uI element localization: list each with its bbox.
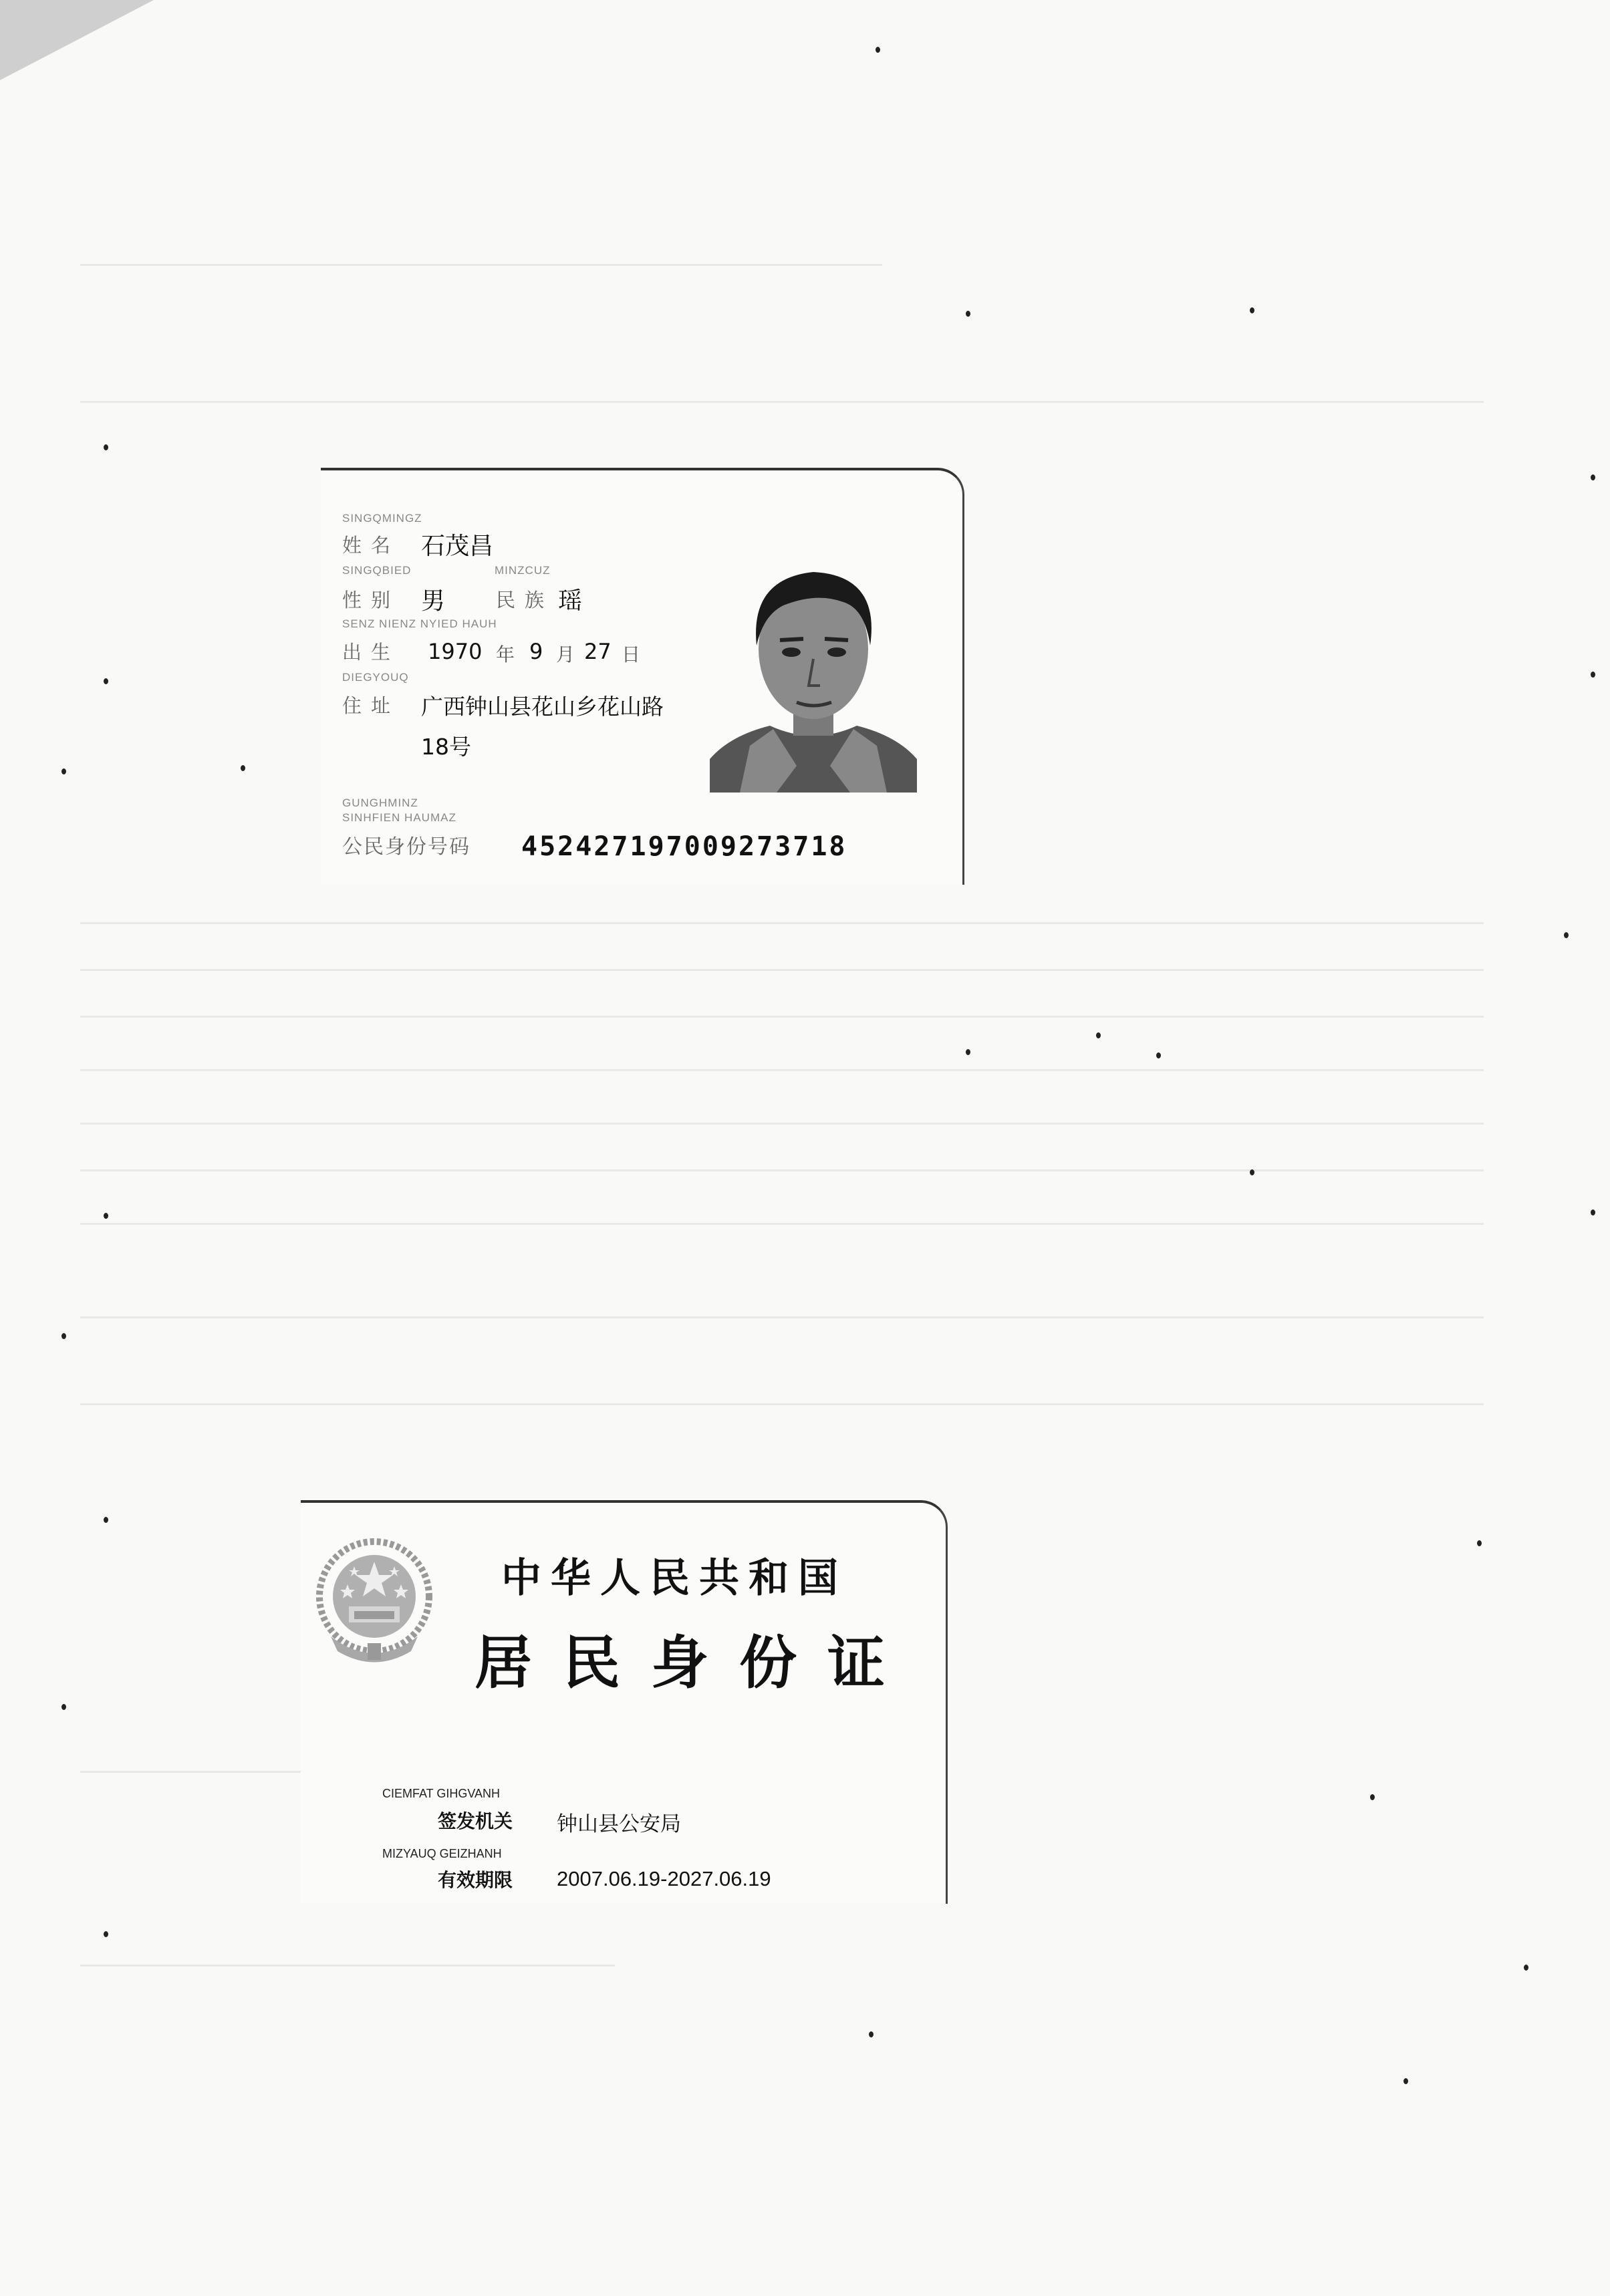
show-through-line [80,922,1484,924]
show-through-line [80,1403,1484,1405]
speck [1250,307,1254,313]
speck [104,1517,108,1523]
address-line2: 18号 [421,734,471,760]
sex-label: 性别 [342,589,400,611]
id-number-label: 公民身份号码 [342,835,471,859]
portrait-icon [710,545,917,793]
portrait-photo [710,545,917,793]
show-through-line [80,969,1484,971]
show-through-line [80,264,882,266]
speck [1564,932,1569,938]
show-through-text [434,114,916,200]
show-through-line [80,1965,615,1967]
address-line1: 广西钟山县花山乡花山路 [421,694,664,720]
sex-pinyin: SINGQBIED [342,564,412,577]
authority-value: 钟山县公安局 [557,1812,681,1836]
document-title: 居民身份证 [475,1629,916,1697]
birth-day-unit: 日 [622,643,641,666]
speck [104,1213,108,1219]
speck [1156,1052,1161,1058]
speck [1591,1209,1595,1215]
show-through-line [80,1016,1484,1018]
address-label: 住址 [342,694,400,717]
speck [104,444,108,450]
speck [104,678,108,684]
id-card-front [321,468,964,885]
speck [869,2031,874,2037]
speck [104,1931,108,1937]
birth-month: 9 [529,639,543,664]
speck [1591,672,1595,678]
speck [61,1704,66,1710]
id-pinyin-line2: SINHFIEN HAUMAZ [342,811,456,824]
ethnicity-value: 瑶 [558,587,583,615]
speck [876,47,880,53]
id-number-value: 452427197009273718 [521,831,847,862]
birth-month-unit: 月 [556,643,575,666]
national-emblem-icon [314,1536,434,1663]
name-value: 石茂昌 [421,533,494,560]
speck [1477,1540,1482,1546]
speck [61,1333,66,1339]
authority-label: 签发机关 [438,1810,513,1832]
country-name: 中华人民共和国 [501,1555,847,1602]
speck [1096,1032,1101,1038]
show-through-line [80,1123,1484,1125]
name-label: 姓名 [342,534,400,557]
speck [966,311,970,317]
birth-label: 出生 [342,641,400,664]
birth-year: 1970 [428,639,483,664]
speck [1403,2078,1408,2084]
show-through-line [80,1169,1484,1171]
validity-label: 有效期限 [438,1869,513,1891]
id-card-back [301,1500,948,1904]
speck [1250,1169,1254,1175]
show-through-line [80,1069,1484,1071]
show-through-line [80,401,1484,403]
speck [241,765,245,771]
id-pinyin-line1: GUNGHMINZ [342,797,418,809]
show-through-line [80,1223,1484,1225]
birth-day: 27 [584,639,612,664]
birth-year-unit: 年 [496,643,515,666]
speck [966,1049,970,1055]
speck [61,768,66,774]
sex-value: 男 [421,587,446,615]
speck [1370,1794,1375,1800]
birth-pinyin: SENZ NIENZ NYIED HAUH [342,617,497,630]
authority-pinyin: CIEMFAT GIHGVANH [382,1787,501,1800]
speck [1524,1965,1528,1971]
name-pinyin: SINGQMINGZ [342,512,422,525]
ethnicity-label: 民族 [496,589,554,611]
address-pinyin: DIEGYOUQ [342,671,409,684]
folded-corner [0,0,154,80]
validity-pinyin: MIZYAUQ GEIZHANH [382,1847,502,1860]
validity-value: 2007.06.19-2027.06.19 [557,1867,771,1890]
show-through-line [80,1316,1484,1318]
ethnicity-pinyin: MINZCUZ [495,564,551,577]
speck [1591,474,1595,480]
